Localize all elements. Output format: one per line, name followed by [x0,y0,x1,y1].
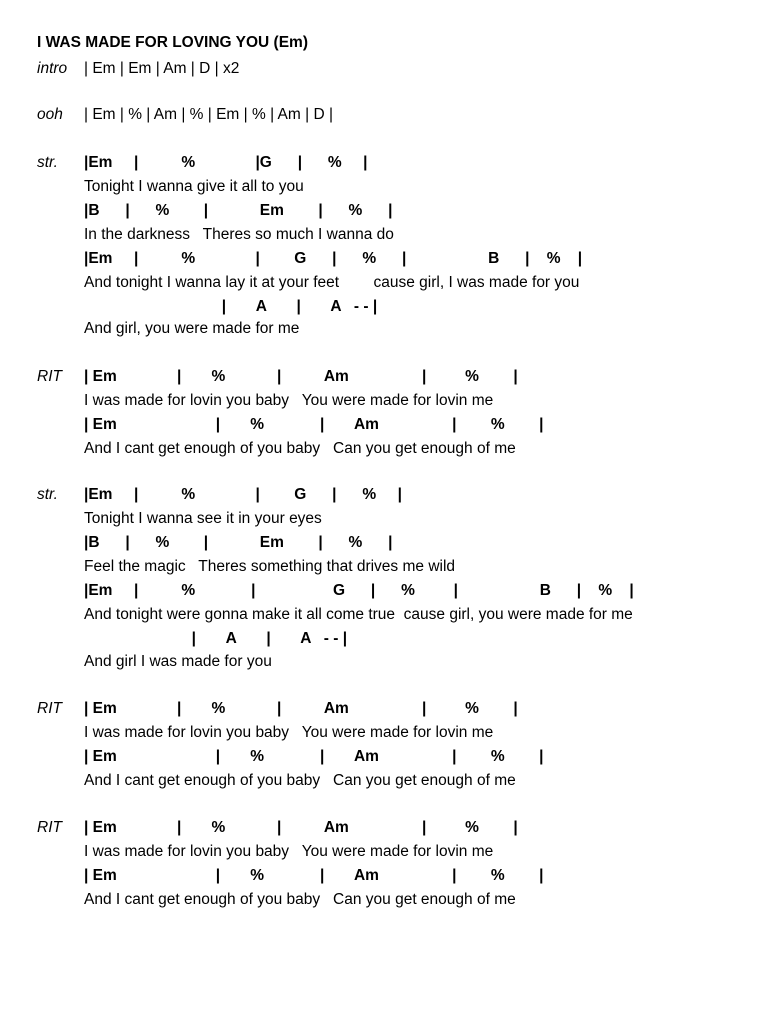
chord-line [0,152,768,174]
song-title: I WAS MADE FOR LOVING YOU (Em) [37,34,308,51]
chord-line [0,580,768,602]
section-label: intro [37,60,68,77]
lyric-line [0,770,768,792]
chord-text: |Em | % | G | % | [84,486,402,503]
lyric-text: And I cant get enough of you baby Can you get enough of me [84,440,516,457]
section-label: RIT [37,819,62,836]
lyric-text: And girl I was made for you [84,653,272,670]
chord-line [0,698,768,720]
chord-line [0,532,768,554]
lyric-text: And tonight I wanna lay it at your feet cause girl, I was made for you [84,274,580,291]
chord-text: | Em | % | Am | % | [84,819,518,836]
chord-text: | Em | % | Am | % | [84,700,518,717]
section-label: ooh [37,106,63,123]
chord-progression-line [0,58,768,80]
progression-text: | Em | % | Am | % | Em | % | Am | D | [84,106,333,123]
section-label: str. [37,154,58,171]
lyric-line [0,889,768,911]
lyric-text: Tonight I wanna see it in your eyes [84,510,322,527]
lyric-line [0,556,768,578]
chord-line [0,628,768,650]
lyric-line [0,438,768,460]
chord-line [0,865,768,887]
lyric-line [0,390,768,412]
chord-line [0,414,768,436]
chord-text: | Em | % | Am | % | [84,748,544,765]
lyric-line [0,722,768,744]
chord-line [0,366,768,388]
lyric-text: Tonight I wanna give it all to you [84,178,304,195]
section-label: str. [37,486,58,503]
chord-progression-line [0,104,768,126]
lyric-line [0,604,768,626]
chord-line [0,248,768,270]
chord-line [0,746,768,768]
lyric-line [0,224,768,246]
chord-text: |B | % | Em | % | [84,534,393,551]
chord-text: |Em | % | G | % | B | % | [84,582,634,599]
progression-text: | Em | Em | Am | D | x2 [84,60,240,77]
chord-line [0,484,768,506]
chord-text: | A | A - - | [84,630,348,647]
chord-text: | A | A - - | [84,298,378,315]
lyric-text: And I cant get enough of you baby Can you get enough of me [84,772,516,789]
lyric-text: I was made for lovin you baby You were made for lovin me [84,724,494,741]
chord-line [0,817,768,839]
lyric-line [0,651,768,673]
chord-text: | Em | % | Am | % | [84,368,518,385]
lyric-text: I was made for lovin you baby You were made for lovin me [84,843,494,860]
lyric-text: In the darkness Theres so much I wanna do [84,226,394,243]
lyric-line [0,841,768,863]
lyric-line [0,272,768,294]
lyric-line [0,318,768,340]
lyric-text: Feel the magic Theres something that drives me wild [84,558,456,575]
lyric-text: And I cant get enough of you baby Can you get enough of me [84,891,516,908]
chord-text: |B | % | Em | % | [84,202,393,219]
chord-text: |Em | % |G | % | [84,154,368,171]
lyric-line [0,508,768,530]
chord-line [0,296,768,318]
lyric-text: And tonight were gonna make it all come true cause girl, you were made for me [84,606,633,623]
section-label: RIT [37,368,62,385]
lyric-text: And girl, you were made for me [84,320,300,337]
chord-text: |Em | % | G | % | B | % | [84,250,583,267]
chord-line [0,200,768,222]
section-label: RIT [37,700,62,717]
lyric-line [0,176,768,198]
chord-text: | Em | % | Am | % | [84,416,544,433]
chord-text: | Em | % | Am | % | [84,867,544,884]
lyric-text: I was made for lovin you baby You were made for lovin me [84,392,494,409]
